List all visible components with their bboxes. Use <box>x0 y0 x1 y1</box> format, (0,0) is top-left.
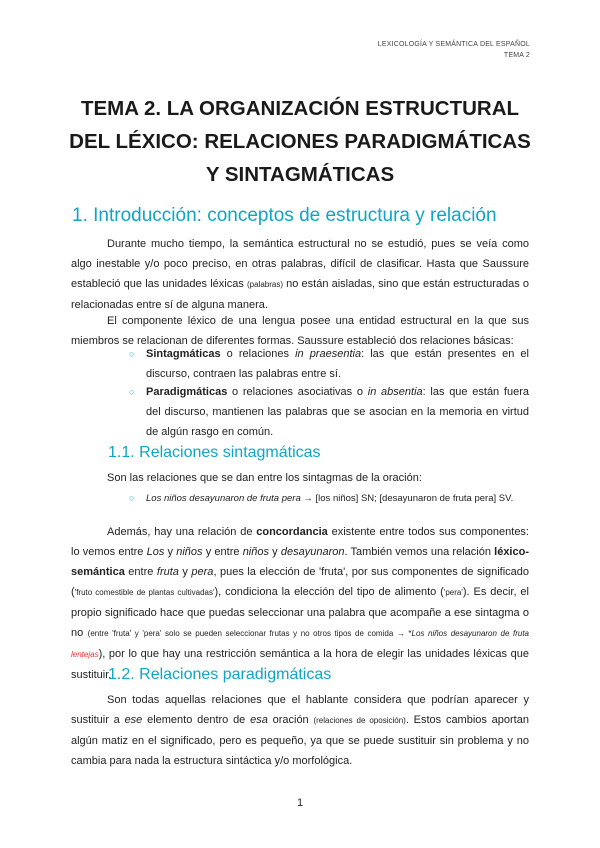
header-topic: TEMA 2 <box>503 52 530 59</box>
paragraph: El componente léxico de una lengua posee una entidad estructural en la que sus miembros se relacionan de diferentes formas. Saussure estableció dos relaciones básicas: <box>71 315 529 347</box>
header-subject: LEXICOLOGÍA Y SEMÁNTICA DEL ESPAÑOL <box>377 41 530 48</box>
paragraph: Además, hay una relación de concordancia existente entre todos sus componentes: lo vemos entre Los y niños y entre niños y desayunaron. También vemos una relación léxico-semántica entre fruta y pera, pues la elección de 'fruta', por sus componentes de significado ('fruto comestible de plantas cultivadas'), condiciona la elección del tipo de alimento ('pera'). Es decir, el propio significado hace que puedas seleccionar una palabra que acompañe a ese sintagma o no (entre 'fruta' y 'pera' solo se pueden seleccionar frutas y no otros tipos de comida → *Los niños desayunaron de fruta lentejas), por lo que hay una restricción semántica a la hora de elegir las unidades léxicas que sustituir. <box>71 526 530 681</box>
page-title: TEMA 2. LA ORGANIZACIÓN ESTRUCTURAL DEL LÉXICO: RELACIONES PARADIGMÁTICAS Y SINTAGMÁTICAS <box>69 97 531 186</box>
section-heading-sintagmaticas: 1.1. Relaciones sintagmáticas <box>108 444 321 461</box>
example-item: ○ Los niños desayunaron de fruta pera → [los niños] SN; [desayunaron de fruta pera] SV. <box>146 488 529 509</box>
bullet-circle-icon: ○ <box>129 387 135 397</box>
list-item: ○ Paradigmáticas o relaciones asociativas o in absentia: las que están fuera del discurso, mantienen las palabras que se asocian en la memoria en virtud de algún rasgo en común. <box>146 382 529 442</box>
list-item: ○ Sintagmáticas o relaciones in praesentia: las que están presentes en el discurso, contraen las palabras entre sí. <box>146 344 529 384</box>
section-heading-paradigmaticas: 1.2. Relaciones paradigmáticas <box>108 666 332 683</box>
bullet-circle-icon: ○ <box>129 493 135 503</box>
paragraph: Durante mucho tiempo, la semántica estructural no se estudió, pues se veía como algo inestable y/o poco preciso, en otras palabras, difícil de clasificar. Hasta que Saussure estableció que las unidades léxicas (palabras) no están aisladas, sino que están estructuradas o relacionadas entre sí de alguna manera. <box>71 238 529 311</box>
paragraph: Son todas aquellas relaciones que el hablante considera que podrían aparecer y sustituir a ese elemento dentro de esa oración (relaciones de oposición). Estos cambios aportan algún matiz en el significado, pero es pequeño, ya que se puede sustituir sin problema y no cambia para nada la estructura sintáctica y/o morfológica. <box>71 694 529 767</box>
paragraph: Son las relaciones que se dan entre los sintagmas de la oración: <box>107 472 422 484</box>
running-header <box>378 39 530 61</box>
page-number: 1 <box>296 797 304 809</box>
bullet-circle-icon: ○ <box>129 349 135 359</box>
section-heading-introduccion: 1. Introducción: conceptos de estructura y relación <box>72 205 497 226</box>
